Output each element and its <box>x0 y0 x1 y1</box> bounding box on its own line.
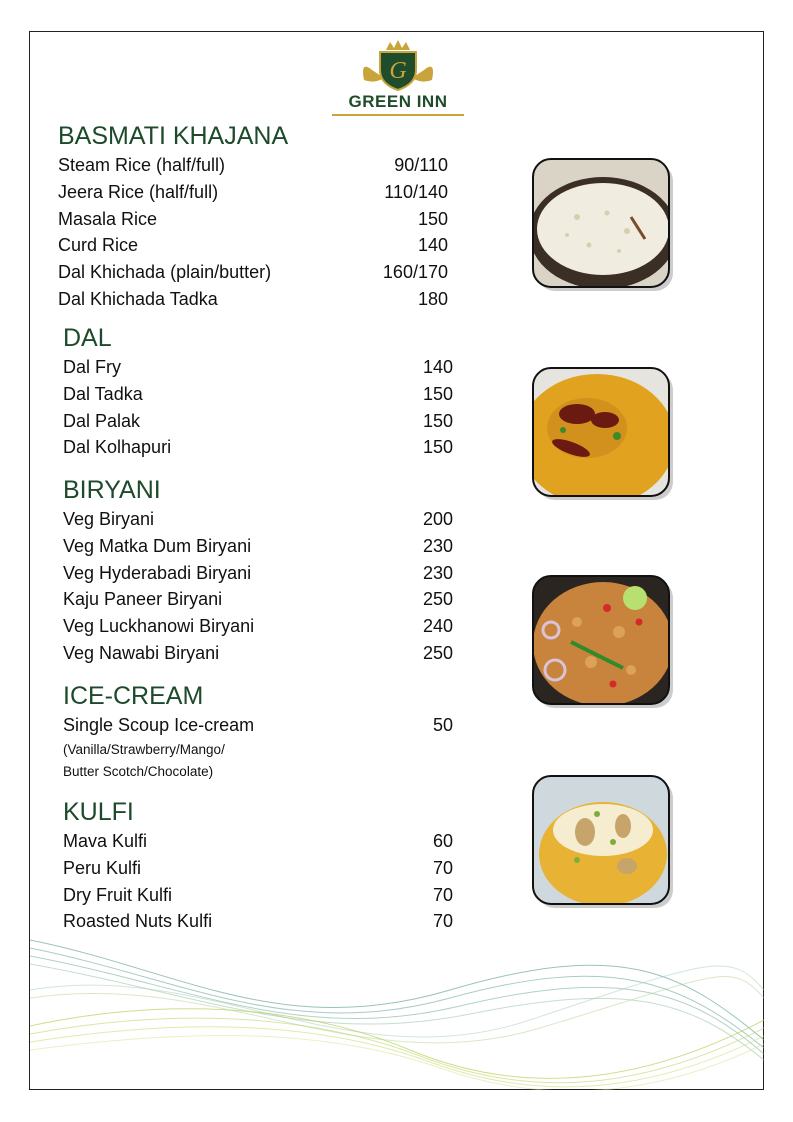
menu-item <box>63 506 453 533</box>
menu-item <box>58 206 448 233</box>
menu-item <box>63 712 453 739</box>
section-title: DAL <box>63 324 112 352</box>
section-dal <box>63 322 453 461</box>
menu-item <box>63 828 453 855</box>
item-name: Kaju Paneer Biryani <box>63 589 223 610</box>
item-price: 70 <box>432 911 453 932</box>
decorative-wave-lines <box>30 930 764 1090</box>
item-price: 150 <box>422 437 453 458</box>
section-kulfi <box>63 796 453 935</box>
menu-item <box>58 286 448 313</box>
menu-item <box>58 152 448 179</box>
item-name: Dal Kolhapuri <box>63 437 172 458</box>
item-price: 150 <box>422 383 453 404</box>
item-price: 50 <box>432 715 453 735</box>
item-name: Roasted Nuts Kulfi <box>63 911 213 932</box>
section-basmati-khajana <box>58 120 448 313</box>
item-price: 60 <box>432 831 453 851</box>
menu-item <box>58 259 448 286</box>
dal-tadka-photo <box>527 364 677 504</box>
menu-item <box>63 882 453 909</box>
menu-item <box>63 613 453 640</box>
item-name: Single Scoup Ice-cream <box>63 715 255 735</box>
item-name: Mava Kulfi <box>63 831 148 851</box>
item-price: 240 <box>422 616 453 637</box>
item-name: Jeera Rice (half/full) <box>58 181 219 202</box>
item-name: Veg Matka Dum Biryani <box>63 535 252 556</box>
section-biryani <box>63 474 453 667</box>
item-price: 180 <box>417 288 448 309</box>
item-price: 140 <box>422 357 453 377</box>
item-name: Dal Palak <box>63 410 141 431</box>
item-name: Dal Khichada Tadka <box>58 288 218 309</box>
item-name: Curd Rice <box>58 235 139 256</box>
item-price: 200 <box>422 509 453 529</box>
menu-item <box>63 533 453 560</box>
kulfi-photo <box>527 772 677 912</box>
item-price: 140 <box>417 235 448 256</box>
item-name: Veg Hyderabadi Biryani <box>63 562 252 583</box>
item-price: 150 <box>422 410 453 431</box>
item-price: 250 <box>422 642 453 663</box>
brand-name: GREEN INN <box>348 92 448 111</box>
item-price: 90/110 <box>394 155 448 175</box>
jeera-rice-photo <box>527 155 677 295</box>
item-name: Veg Nawabi Biryani <box>63 642 220 663</box>
item-name: Veg Biryani <box>63 509 155 529</box>
biryani-photo <box>527 572 677 712</box>
item-name: Dal Khichada (plain/butter) <box>58 262 272 283</box>
logo-underline <box>332 114 464 116</box>
item-name: Dry Fruit Kulfi <box>63 884 173 905</box>
menu-item <box>63 408 453 435</box>
section-title: BASMATI KHAJANA <box>58 122 289 150</box>
item-name: Dal Fry <box>63 357 121 377</box>
item-price: 160/170 <box>382 262 448 283</box>
item-price: 70 <box>432 857 453 878</box>
menu-item <box>58 232 448 259</box>
item-name: Veg Luckhanowi Biryani <box>63 616 255 637</box>
item-price: 230 <box>422 535 453 556</box>
logo <box>330 40 466 120</box>
section-ice-cream <box>63 680 453 783</box>
item-price: 230 <box>422 562 453 583</box>
menu-item <box>63 354 453 381</box>
flavours-note-line: Butter Scotch/Chocolate) <box>63 763 214 779</box>
item-name: Steam Rice (half/full) <box>58 155 226 175</box>
item-name: Peru Kulfi <box>63 857 142 878</box>
item-price: 110/140 <box>384 181 448 202</box>
menu-item <box>63 434 453 461</box>
menu-item <box>63 381 453 408</box>
section-title: KULFI <box>63 798 134 826</box>
item-price: 150 <box>417 208 448 229</box>
section-title: ICE-CREAM <box>63 682 204 710</box>
flavours-note-line: (Vanilla/Strawberry/Mango/ <box>63 741 225 757</box>
item-name: Dal Tadka <box>63 383 143 404</box>
menu-item <box>63 560 453 587</box>
section-title: BIRYANI <box>63 476 161 504</box>
item-price: 250 <box>422 589 453 610</box>
crest-icon <box>330 40 466 92</box>
menu-item <box>63 855 453 882</box>
monogram: G <box>389 58 407 84</box>
menu-item <box>63 640 453 667</box>
item-price: 70 <box>432 884 453 905</box>
item-name: Masala Rice <box>58 208 158 229</box>
menu-item <box>58 179 448 206</box>
menu-item <box>63 586 453 613</box>
